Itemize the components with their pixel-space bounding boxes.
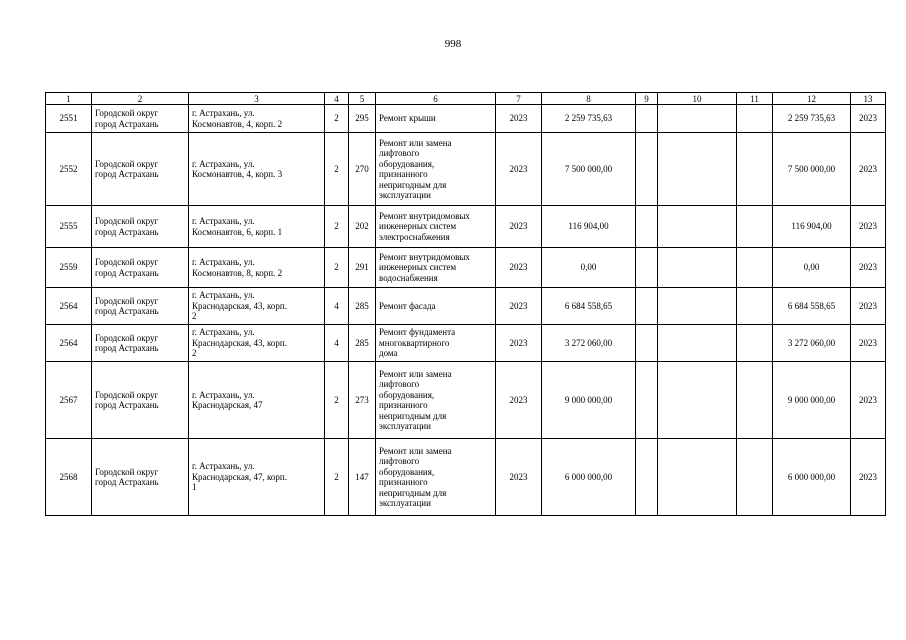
table-row <box>46 325 886 362</box>
row-number: 2551 <box>46 105 92 133</box>
cell-col5: 147 <box>349 439 376 516</box>
column-header: 12 <box>773 93 851 105</box>
address-cell: г. Астрахань, ул. Космонавтов, 4, корп. 2 <box>189 105 325 133</box>
cell-col9 <box>636 105 658 133</box>
year-cell-col13: 2023 <box>851 439 886 516</box>
address-cell: г. Астрахань, ул. Краснодарская, 47 <box>189 362 325 439</box>
total-cost-cell: 7 500 000,00 <box>542 133 636 206</box>
table-row <box>46 362 886 439</box>
work-type-cell: Ремонт внутридомовых инженерных систем электроснабжения <box>376 206 496 248</box>
table-row <box>46 439 886 516</box>
table-row <box>46 288 886 325</box>
year-cell-col13: 2023 <box>851 133 886 206</box>
row-number: 2564 <box>46 288 92 325</box>
row-number: 2564 <box>46 325 92 362</box>
column-header: 9 <box>636 93 658 105</box>
address-cell: г. Астрахань, ул. Космонавтов, 4, корп. 3 <box>189 133 325 206</box>
year-cell-col13: 2023 <box>851 288 886 325</box>
address-cell: г. Астрахань, ул. Краснодарская, 43, корп. 2 <box>189 288 325 325</box>
cell-col10 <box>658 325 737 362</box>
table-row <box>46 206 886 248</box>
column-header: 7 <box>496 93 542 105</box>
cell-col9 <box>636 439 658 516</box>
column-header: 5 <box>349 93 376 105</box>
cell-col11 <box>737 105 773 133</box>
address-cell: г. Астрахань, ул. Космонавтов, 8, корп. 2 <box>189 248 325 288</box>
year-cell-col13: 2023 <box>851 325 886 362</box>
column-header: 11 <box>737 93 773 105</box>
column-header: 2 <box>92 93 189 105</box>
row-number: 2568 <box>46 439 92 516</box>
work-type-cell: Ремонт или замена лифтового оборудования, признанного непригодным для эксплуатации <box>376 133 496 206</box>
cost-cell-col12: 6 000 000,00 <box>773 439 851 516</box>
year-cell: 2023 <box>496 206 542 248</box>
cell-col10 <box>658 248 737 288</box>
year-cell-col13: 2023 <box>851 362 886 439</box>
municipality-cell: Городской округ город Астрахань <box>92 325 189 362</box>
column-header: 3 <box>189 93 325 105</box>
cost-cell-col12: 6 684 558,65 <box>773 288 851 325</box>
year-cell-col13: 2023 <box>851 206 886 248</box>
cell-col10 <box>658 105 737 133</box>
year-cell: 2023 <box>496 439 542 516</box>
municipality-cell: Городской округ город Астрахань <box>92 288 189 325</box>
address-cell: г. Астрахань, ул. Краснодарская, 43, корп. 2 <box>189 325 325 362</box>
municipality-cell: Городской округ город Астрахань <box>92 105 189 133</box>
cell-col5: 202 <box>349 206 376 248</box>
work-type-cell: Ремонт фундамента многоквартирного дома <box>376 325 496 362</box>
cell-col9 <box>636 288 658 325</box>
cell-col11 <box>737 206 773 248</box>
table-body <box>46 105 886 516</box>
address-cell: г. Астрахань, ул. Краснодарская, 47, корп. 1 <box>189 439 325 516</box>
cell-col4: 2 <box>325 248 349 288</box>
table-row <box>46 105 886 133</box>
cell-col10 <box>658 362 737 439</box>
total-cost-cell: 2 259 735,63 <box>542 105 636 133</box>
year-cell: 2023 <box>496 133 542 206</box>
cell-col11 <box>737 133 773 206</box>
row-number: 2567 <box>46 362 92 439</box>
cell-col5: 285 <box>349 288 376 325</box>
work-type-cell: Ремонт или замена лифтового оборудования, признанного непригодным для эксплуатации <box>376 362 496 439</box>
cell-col4: 2 <box>325 206 349 248</box>
cell-col11 <box>737 248 773 288</box>
work-type-cell: Ремонт фасада <box>376 288 496 325</box>
cell-col9 <box>636 133 658 206</box>
column-header: 13 <box>851 93 886 105</box>
cost-cell-col12: 116 904,00 <box>773 206 851 248</box>
cell-col9 <box>636 206 658 248</box>
capital-repair-table <box>45 92 886 516</box>
cell-col11 <box>737 288 773 325</box>
total-cost-cell: 116 904,00 <box>542 206 636 248</box>
cell-col10 <box>658 206 737 248</box>
cell-col4: 4 <box>325 288 349 325</box>
cell-col5: 291 <box>349 248 376 288</box>
column-header: 6 <box>376 93 496 105</box>
cell-col4: 2 <box>325 362 349 439</box>
municipality-cell: Городской округ город Астрахань <box>92 439 189 516</box>
column-header: 4 <box>325 93 349 105</box>
total-cost-cell: 3 272 060,00 <box>542 325 636 362</box>
year-cell-col13: 2023 <box>851 105 886 133</box>
year-cell: 2023 <box>496 288 542 325</box>
cost-cell-col12: 2 259 735,63 <box>773 105 851 133</box>
cell-col11 <box>737 362 773 439</box>
cell-col10 <box>658 288 737 325</box>
year-cell: 2023 <box>496 105 542 133</box>
work-type-cell: Ремонт внутридомовых инженерных систем водоснабжения <box>376 248 496 288</box>
table-row <box>46 248 886 288</box>
cell-col4: 2 <box>325 133 349 206</box>
cell-col9 <box>636 248 658 288</box>
municipality-cell: Городской округ город Астрахань <box>92 248 189 288</box>
cost-cell-col12: 9 000 000,00 <box>773 362 851 439</box>
cell-col9 <box>636 362 658 439</box>
row-number: 2559 <box>46 248 92 288</box>
year-cell-col13: 2023 <box>851 248 886 288</box>
total-cost-cell: 6 000 000,00 <box>542 439 636 516</box>
total-cost-cell: 0,00 <box>542 248 636 288</box>
cell-col4: 2 <box>325 439 349 516</box>
cell-col5: 270 <box>349 133 376 206</box>
cell-col4: 4 <box>325 325 349 362</box>
municipality-cell: Городской округ город Астрахань <box>92 362 189 439</box>
table-row <box>46 133 886 206</box>
cell-col10 <box>658 133 737 206</box>
cell-col5: 285 <box>349 325 376 362</box>
year-cell: 2023 <box>496 362 542 439</box>
year-cell: 2023 <box>496 248 542 288</box>
page-number: 998 <box>444 38 462 50</box>
column-header: 8 <box>542 93 636 105</box>
total-cost-cell: 9 000 000,00 <box>542 362 636 439</box>
municipality-cell: Городской округ город Астрахань <box>92 206 189 248</box>
address-cell: г. Астрахань, ул. Космонавтов, 6, корп. 1 <box>189 206 325 248</box>
work-type-cell: Ремонт крыши <box>376 105 496 133</box>
municipality-cell: Городской округ город Астрахань <box>92 133 189 206</box>
cell-col11 <box>737 439 773 516</box>
year-cell: 2023 <box>496 325 542 362</box>
column-header: 10 <box>658 93 737 105</box>
cell-col10 <box>658 439 737 516</box>
cell-col5: 295 <box>349 105 376 133</box>
total-cost-cell: 6 684 558,65 <box>542 288 636 325</box>
cell-col5: 273 <box>349 362 376 439</box>
cost-cell-col12: 0,00 <box>773 248 851 288</box>
cell-col4: 2 <box>325 105 349 133</box>
column-header: 1 <box>46 93 92 105</box>
cost-cell-col12: 7 500 000,00 <box>773 133 851 206</box>
cell-col11 <box>737 325 773 362</box>
table-header-row <box>46 93 886 105</box>
cost-cell-col12: 3 272 060,00 <box>773 325 851 362</box>
row-number: 2555 <box>46 206 92 248</box>
row-number: 2552 <box>46 133 92 206</box>
work-type-cell: Ремонт или замена лифтового оборудования, признанного непригодным для эксплуатации <box>376 439 496 516</box>
cell-col9 <box>636 325 658 362</box>
